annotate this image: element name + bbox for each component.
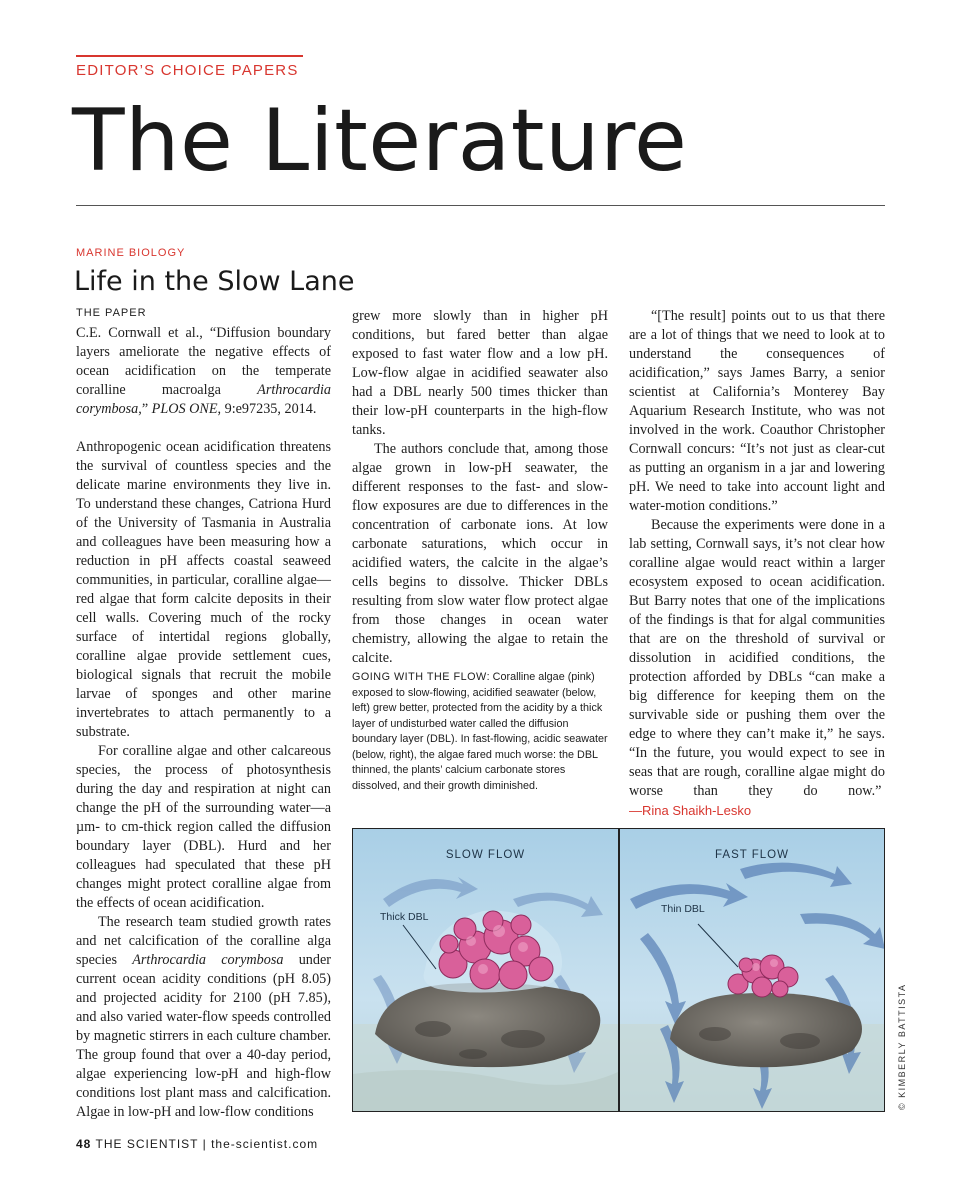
- paper-label: THE PAPER: [76, 307, 147, 319]
- column-1: [76, 307, 331, 1122]
- figure-caption: [352, 670, 608, 794]
- body-paragraph: The authors conclude that, among those algae grown in low-pH seawater, the different responses to the fast- and slow-flow exposures are due to differences in the concentration of carbonate ions. At low carbonate saturations, which occur in acidified waters, the calcite in the algae’s cells begins to dissolve. Thicker DBLs resulting from slow water flow protect algae from those changes in ocean water chemistry, allowing the algae to retain the calcite.: [352, 441, 608, 666]
- body-paragraph: “[The result] points out to us that there are a lot of things that we need to look at to understand the consequences of acidification,” says James Barry, a senior scientist at California’s Monterey Bay Aquarium Research Institute, who was not involved in the work. Coauthor Christopher Cornwall concurs: “It’s not just as clear-cut as putting an organism in a jar and lowering pH. We need to take into account light and water-motion conditions.”: [629, 308, 885, 514]
- illustration: [352, 828, 885, 1112]
- title-divider: [76, 205, 885, 206]
- slow-flow-illustration: [353, 829, 619, 1112]
- body-paragraph: For coralline algae and other calcareous species, the process of photosynthesis during the day and respiration at night can change the pH of the surrounding water—a µm- to cm-thick region called the diffusion boundary layer (DBL). Hurd and her colleagues had speculated that these pH changes might protect coralline algae from the effects of ocean acidification.: [76, 743, 331, 911]
- fast-flow-panel: [619, 828, 885, 1112]
- caption-head: GOING WITH THE FLOW: [352, 671, 487, 683]
- thin-dbl-label: Thin DBL: [661, 903, 705, 915]
- column-3: [629, 307, 885, 821]
- body-paragraph: Because the experiments were done in a lab setting, Cornwall says, it’s not clear how coralline algae would react within a larger ecosystem exposed to ocean acidification. But Barry notes that one of the implications of the findings is that for algal communities that are on the threshold of survival or dissolution in acidified conditions, the protection afforded by DBLs “can make a big difference for keeping them on the survivable side or pushing them over the edge to where they can’t make it,” he says. “In the future, you would expect to see in seas that are rough, coralline algae might do worse than they do now.” —Rina Shaikh-Lesko: [629, 517, 885, 818]
- author-byline: —Rina Shaikh-Lesko: [629, 803, 752, 818]
- page-footer: [76, 1137, 318, 1151]
- page-title: The Literature: [72, 91, 688, 191]
- body-paragraph: Anthropogenic ocean acidification threatens the survival of countless species and the delicate marine environments they live in. To understand these changes, Catriona Hurd of the University of Tasmania in Australia and colleagues have been measuring how a reduction in pH affects coastal seaweed communities, in particular, coralline algae—red algae that form calcite deposits in their cell walls. Covering much of the rocky surface of intertidal regions globally, coralline algae provide settlement cues, biological signals that recruit the mobile larvae of sponges and other marine invertebrates to attach permanently to a substrate.: [76, 439, 331, 740]
- column-2: [352, 307, 608, 668]
- site-url[interactable]: the-scientist.com: [211, 1137, 319, 1151]
- fast-flow-illustration: [620, 829, 885, 1112]
- fast-flow-title: FAST FLOW: [715, 849, 789, 861]
- kicker-rule: [76, 55, 303, 57]
- body-paragraph: grew more slowly than in higher pH conditions, but fared better than algae exposed to fast water flow and a low pH. Low-flow algae in acidified seawater also had a DBL nearly 500 times thicker than their low-pH counterparts in the high-flow tanks.: [352, 308, 608, 438]
- page-number: 48: [76, 1137, 92, 1151]
- body-paragraph: The research team studied growth rates and net calcification of the coralline alga species Arthrocardia corymbosa under current ocean acidity conditions (pH 8.05) and projected acidity for 2100 (pH 7.85), and also varied water-flow speeds controlled by magnetic stirrers in each culture chamber. The group found that over a 40-day period, algae experiencing low-pH and high-flow conditions lost plant mass and calcification. Algae in low-pH and low-flow conditions: [76, 914, 331, 1120]
- kicker: EDITOR’S CHOICE PAPERS: [76, 62, 299, 79]
- magazine-name: THE SCIENTIST: [95, 1137, 199, 1151]
- photo-credit: © KIMBERLY BATTISTA: [897, 983, 907, 1110]
- section-label: MARINE BIOLOGY: [76, 247, 186, 259]
- slow-flow-panel: [352, 828, 619, 1112]
- slow-flow-title: SLOW FLOW: [445, 849, 526, 861]
- caption-body: : Coralline algae (pink) exposed to slow-flowing, acidified seawater (below, left) grew better, protected from the acidity by a thick layer of undisturbed water called the diffusion boundary layer (DBL). In fast-flowing, acidic seawater (below, right), the algae fared much worse: the DBL thinned, the plants’ calcium carbonate stores dissolved, and their growth diminished.: [352, 671, 608, 792]
- thick-dbl-label: Thick DBL: [380, 911, 429, 923]
- paper-citation: C.E. Cornwall et al., “Diffusion boundary layers ameliorate the negative effects of ocean acidification on the temperate coralline macroalga Arthrocardia corymbosa,” PLOS ONE, 9:e97235, 2014.: [76, 325, 331, 417]
- footer-separator: |: [202, 1137, 207, 1151]
- article-headline: Life in the Slow Lane: [74, 266, 355, 297]
